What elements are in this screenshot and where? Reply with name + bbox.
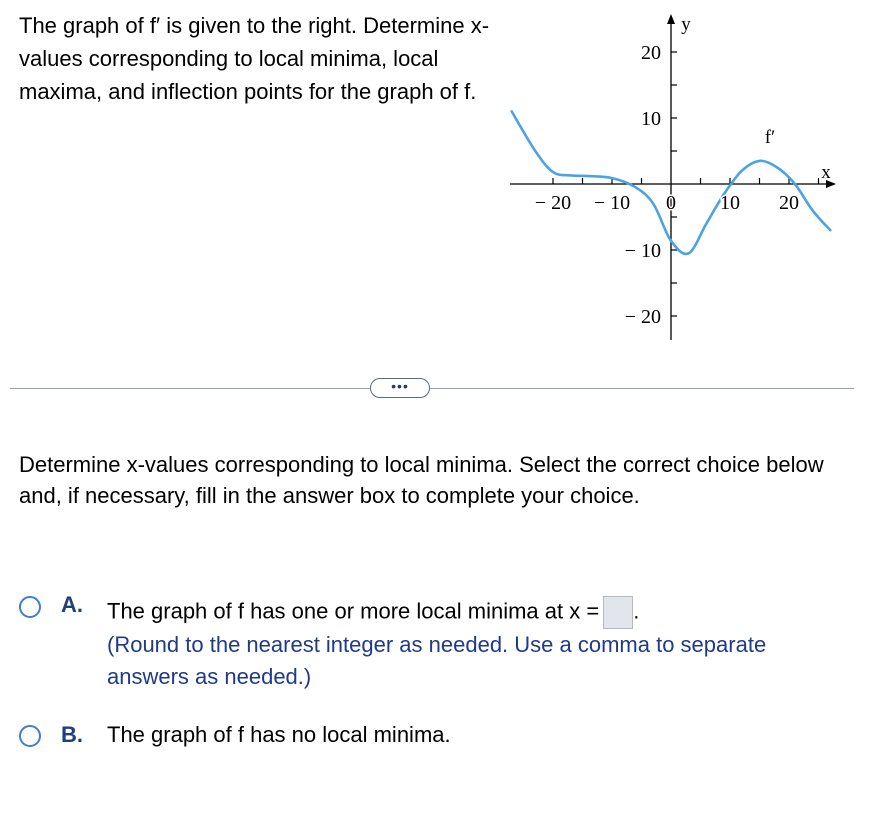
section-divider bbox=[10, 388, 854, 389]
y-tick-label: 20 bbox=[641, 42, 661, 64]
choice-a-hint: (Round to the nearest integer as needed. Use a comma to separate answers as needed.) bbox=[107, 632, 767, 689]
choice-b-letter: B. bbox=[61, 722, 83, 747]
y-tick-label: 10 bbox=[641, 108, 661, 130]
choice-b-radio[interactable] bbox=[19, 725, 41, 747]
x-tick-label: 10 bbox=[720, 192, 740, 214]
fprime-graph bbox=[0, 0, 872, 370]
choice-a-letter: A. bbox=[61, 592, 83, 617]
choice-a-label: The graph of f has one or more local minima at x = bbox=[107, 598, 600, 624]
question-text: Determine x-values corresponding to local minima. Select the correct choice below and, if necessary, fill in the answer box to complete your choice. bbox=[19, 452, 824, 508]
x-tick-label: − 10 bbox=[593, 192, 631, 214]
curve-label: f′ bbox=[764, 127, 776, 148]
problem-statement: The graph of f′ is given to the right. Determine x-values corresponding to local minima, local maxima, and inflection points for the graph of f. bbox=[19, 13, 490, 104]
y-axis-arrow bbox=[667, 14, 675, 24]
choice-a-text: The graph of f has one or more local minima at x = . bbox=[107, 596, 639, 629]
y-tick-label: − 10 bbox=[624, 240, 661, 262]
choice-b-text: The graph of f has no local minima. bbox=[107, 722, 451, 747]
x-axis-label: x bbox=[821, 162, 831, 183]
y-tick-label: − 20 bbox=[624, 306, 661, 328]
x-tick-label: 20 bbox=[779, 192, 799, 214]
x-tick-label: 0 bbox=[666, 192, 676, 214]
y-axis-label: y bbox=[681, 14, 691, 35]
answer-input-box[interactable] bbox=[603, 596, 633, 629]
more-options-button[interactable]: ••• bbox=[370, 378, 430, 398]
x-tick-label: − 20 bbox=[534, 192, 572, 214]
choice-a-radio[interactable] bbox=[19, 596, 41, 618]
